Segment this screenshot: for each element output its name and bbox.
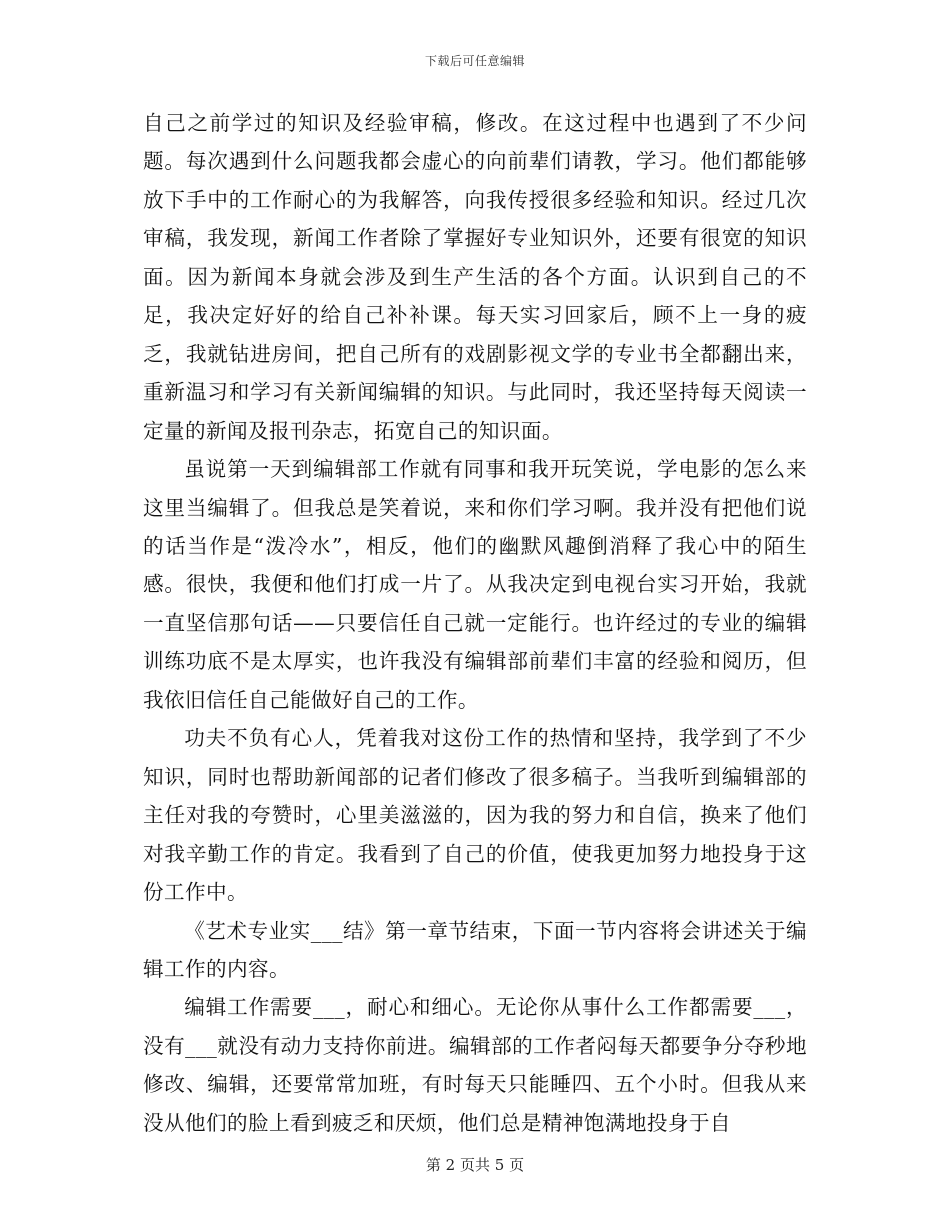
page-footer: 第 2 页共 5 页: [425, 1156, 525, 1174]
paragraph-1: 自己之前学过的知识及经验审稿，修改。在这过程中也遇到了不少问题。每次遇到什么问题我都会虚心的向前辈们请教，学习。他们都能够放下手中的工作耐心的为我解答，向我传授很多经验和知识。经过几次审稿，我发现，新闻工作者除了掌握好专业知识外，还要有很宽的知识面。因为新闻本身就会涉及到生产生活的各个方面。认识到自己的不足，我决定好好的给自己补补课。每天实习回家后，顾不上一身的疲乏，我就钻进房间，把自己所有的戏剧影视文学的专业书全都翻出来，重新温习和学习有关新闻编辑的知识。与此同时，我还坚持每天阅读一定量的新闻及报刊杂志，拓宽自己的知识面。: [143, 111, 807, 443]
paragraph-4: 《艺术专业实___结》第一章节结束，下面一节内容将会讲述关于编辑工作的内容。: [143, 918, 807, 981]
paragraph-2: 虽说第一天到编辑部工作就有同事和我开玩笑说，学电影的怎么来这里当编辑了。但我总是笑着说，来和你们学习啊。我并没有把他们说的话当作是“泼冷水”，相反，他们的幽默风趣倒消释了我心中的陌生感。很快，我便和他们打成一片了。从我决定到电视台实习开始，我就一直坚信那句话——只要信任自己就一定能行。也许经过的专业的编辑训练功底不是太厚实，也许我没有编辑部前辈们丰富的经验和阅历，但我依旧信任自己能做好自己的工作。: [143, 457, 807, 712]
document-body: [143, 104, 807, 1142]
paragraph-5: 编辑工作需要___，耐心和细心。无论你从事什么工作都需要___，没有___就没有动力支持你前进。编辑部的工作者闷每天都要争分夺秒地修改、编辑，还要常常加班，有时每天只能睡四、五个小时。但我从来没从他们的脸上看到疲乏和厌烦，他们总是精神饱满地投身于自: [143, 995, 807, 1135]
page-header: 下载后可任意编辑: [424, 54, 525, 68]
paragraph-3: 功夫不负有心人，凭着我对这份工作的热情和坚持，我学到了不少知识，同时也帮助新闻部的记者们修改了很多稿子。当我听到编辑部的主任对我的夸赞时，心里美滋滋的，因为我的努力和自信，换来了他们对我辛勤工作的肯定。我看到了自己的价值，使我更加努力地投身于这份工作中。: [143, 726, 807, 905]
